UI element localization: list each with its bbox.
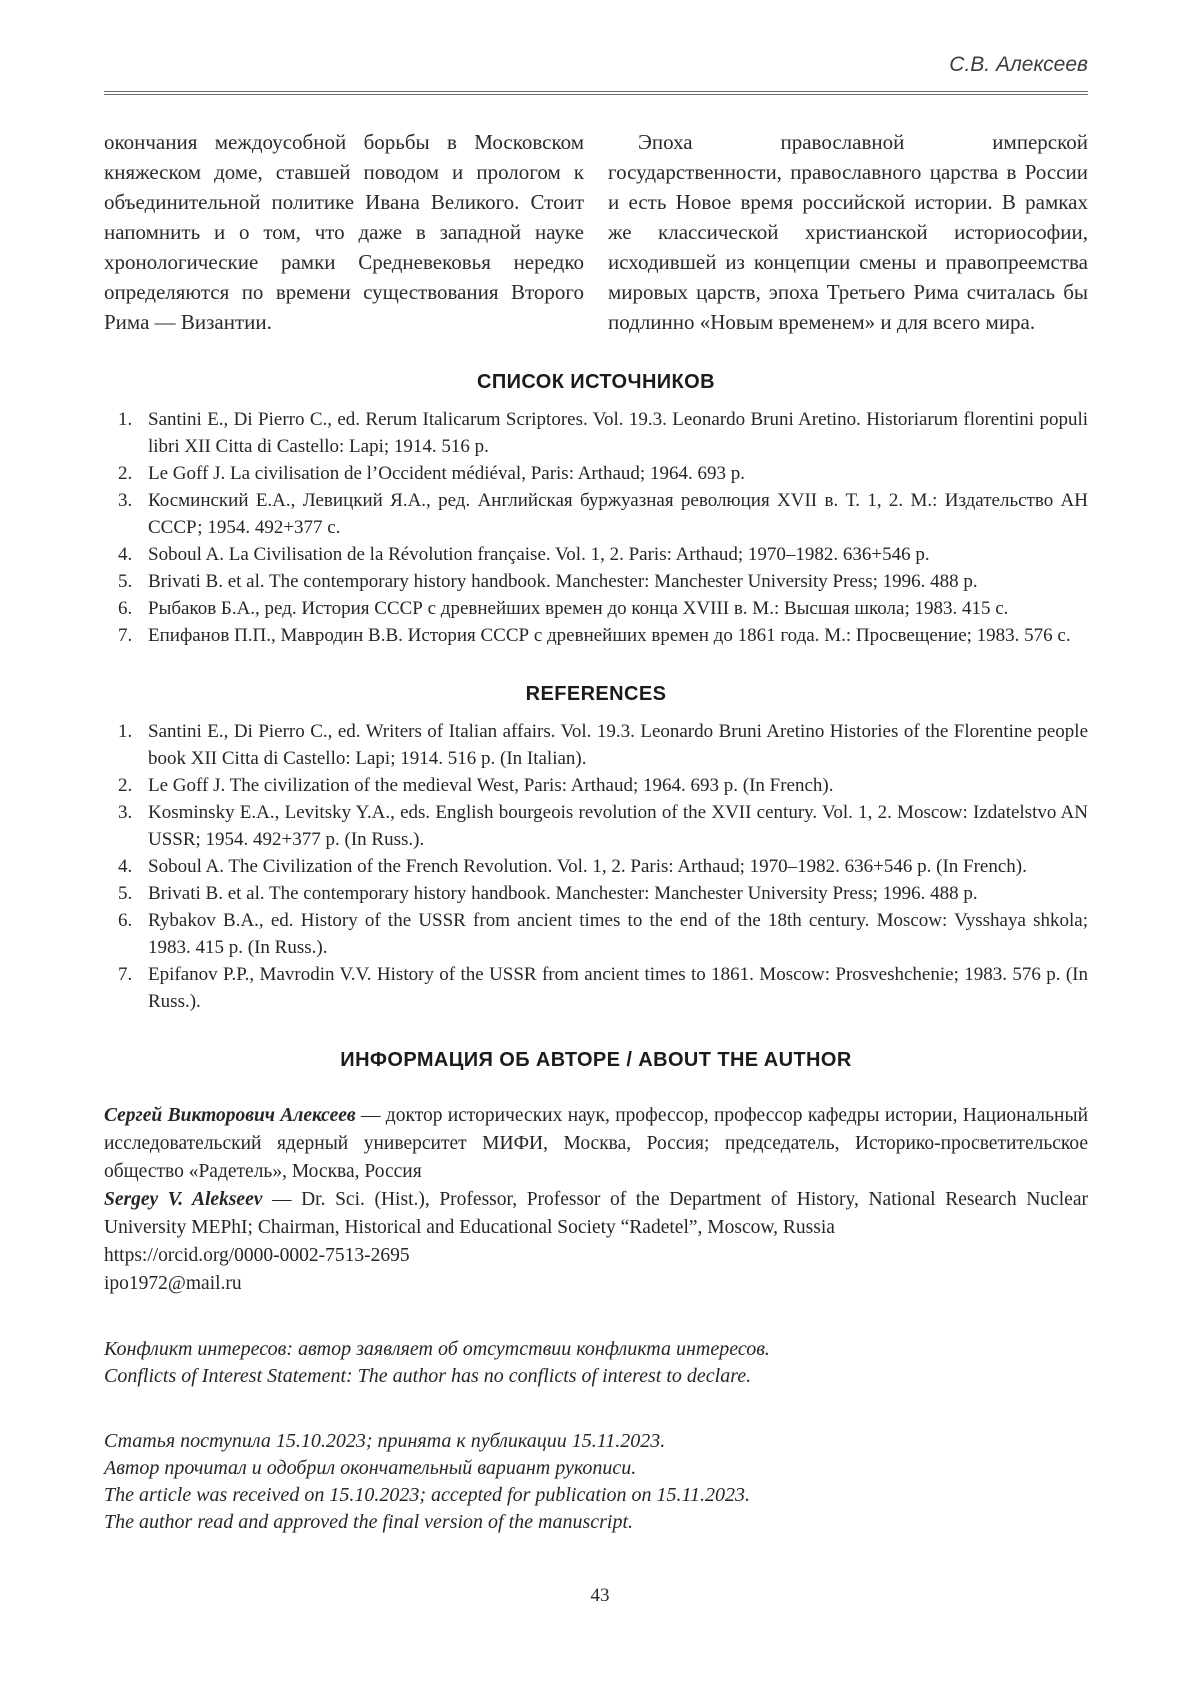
- received-date-en: The article was received on 15.10.2023; accepted for publication on 15.11.2023.: [104, 1484, 750, 1507]
- page-header: [104, 52, 1088, 95]
- source-list-item: Brivati B. et al. The contemporary history handbook. Manchester: Manchester University Press; 1996. 488 p.: [148, 571, 978, 593]
- author-info-section: [104, 1049, 1088, 1298]
- sources-heading: СПИСОК ИСТОЧНИКОВ: [477, 371, 715, 394]
- sources-list: [104, 406, 1088, 649]
- intro-paragraph-right: Эпоха православной имперской государственности, православного царства в России и есть Новое время российской истории. В рамках же классической христианской историософии, исходившей из концепции смены и правопреемства мировых царств, эпоха Третьего Рима считалась бы подлинно «Новым временем» и для всего мира.: [608, 130, 1088, 335]
- intro-two-column-text: [104, 127, 1088, 337]
- header-double-rule: [104, 91, 1088, 95]
- sources-section: [104, 371, 1088, 649]
- reference-list-item: Soboul A. The Civilization of the French Revolution. Vol. 1, 2. Paris: Arthaud; 1970–1982. 636+546 p. (In French).: [148, 856, 1027, 878]
- references-section: [104, 683, 1088, 1015]
- author-name-en: Sergey V. Alekseev: [104, 1189, 263, 1211]
- reference-list-item: Rybakov B.A., ed. History of the USSR from ancient times to the end of the 18th century. Moscow: Vysshaya shkola; 1983. 415 p. (In Russ.).: [148, 910, 1088, 959]
- author-info-heading: ИНФОРМАЦИЯ ОБ АВТОРЕ / ABOUT THE AUTHOR: [340, 1049, 852, 1072]
- conflicts-section: [104, 1336, 1088, 1390]
- conflicts-statement-en: Conflicts of Interest Statement: The author has no conflicts of interest to declare.: [104, 1365, 752, 1388]
- reference-list-item: Le Goff J. The civilization of the medieval West, Paris: Arthaud; 1964. 693 p. (In French).: [148, 775, 834, 797]
- running-head-author: С.В. Алексеев: [949, 53, 1088, 76]
- page-number: 43: [590, 1585, 610, 1606]
- approved-note-en: The author read and approved the final version of the manuscript.: [104, 1511, 634, 1534]
- author-affiliation-en: — Dr. Sci. (Hist.), Professor, Professor of the Department of History, National Research Nuclear University MEPhI; Chairman, Historical and Educational Society “Radetel”, Moscow, Russia: [104, 1189, 1088, 1239]
- reference-list-item: Brivati B. et al. The contemporary history handbook. Manchester: Manchester University Press; 1996. 488 p.: [148, 883, 978, 905]
- orcid-link[interactable]: https://orcid.org/0000-0002-7513-2695: [104, 1245, 410, 1267]
- orcid-line: [104, 1242, 1088, 1270]
- received-date-ru: Статья поступила 15.10.2023; принята к публикации 15.11.2023.: [104, 1430, 666, 1453]
- reference-list-item: Kosminsky E.A., Levitsky Y.A., eds. English bourgeois revolution of the XVII century. Vol. 1, 2. Moscow: Izdatelstvo AN USSR; 1954. 492+377 p. (In Russ.).: [148, 802, 1088, 851]
- source-list-item: Епифанов П.П., Мавродин В.В. История СССР с древнейших времен до 1861 года. М.: Просвещение; 1983. 576 с.: [148, 625, 1071, 647]
- article-dates-section: [104, 1428, 1088, 1536]
- source-list-item: Le Goff J. La civilisation de l’Occident médiéval, Paris: Arthaud; 1964. 693 p.: [148, 463, 745, 485]
- email-line: [104, 1270, 1088, 1298]
- author-affiliation-ru: — доктор исторических наук, профессор, профессор кафедры истории, Национальный исследовательский ядерный университет МИФИ, Москва, Россия; председатель, Историко-просветительское общество «Радетель», Москва, Россия: [104, 1105, 1089, 1183]
- conflicts-statement-ru: Конфликт интересов: автор заявляет об отсутствии конфликта интересов.: [104, 1338, 770, 1361]
- source-list-item: Soboul A. La Civilisation de la Révolution française. Vol. 1, 2. Paris: Arthaud; 1970–1982. 636+546 p.: [148, 544, 930, 566]
- email-link[interactable]: ipo1972@mail.ru: [104, 1273, 242, 1295]
- source-list-item: Рыбаков Б.А., ред. История СССР с древнейших времен до конца XVIII в. М.: Высшая школа; 1983. 415 с.: [148, 598, 1009, 620]
- references-list: [104, 718, 1088, 1015]
- author-info-ru: [104, 1102, 1088, 1186]
- source-list-item: Косминский Е.А., Левицкий Я.А., ред. Английская буржуазная революция XVII в. Т. 1, 2. М.: Издательство АН СССР; 1954. 492+377 с.: [148, 490, 1088, 539]
- reference-list-item: Santini E., Di Pierro C., ed. Writers of Italian affairs. Vol. 19.3. Leonardo Bruni Aretino Histories of the Florentine people book XII Citta di Castello: Lapi; 1914. 516 p. (In Italian).: [148, 721, 1088, 770]
- intro-paragraph-left: окончания междоусобной борьбы в Московском княжеском доме, ставшей поводом и прологом к объединительной политике Ивана Великого. Стоит напомнить и о том, что даже в западной науке хронологические рамки Средневековья нередко определяются по времени существования Второго Рима — Византии.: [104, 130, 584, 335]
- author-name-ru: Сергей Викторович Алексеев: [104, 1105, 356, 1127]
- source-list-item: Santini E., Di Pierro C., ed. Rerum Italicarum Scriptores. Vol. 19.3. Leonardo Bruni Aretino. Historiarum florentini populi libri XII Citta di Castello: Lapi; 1914. 516 p.: [148, 409, 1088, 458]
- approved-note-ru: Автор прочитал и одобрил окончательный вариант рукописи.: [104, 1457, 637, 1480]
- author-info-en: [104, 1186, 1088, 1242]
- references-heading: REFERENCES: [525, 683, 667, 706]
- reference-list-item: Epifanov P.P., Mavrodin V.V. History of the USSR from ancient times to 1861. Moscow: Prosveshchenie; 1983. 576 p. (In Russ.).: [148, 964, 1088, 1013]
- author-info-block: [104, 1102, 1088, 1298]
